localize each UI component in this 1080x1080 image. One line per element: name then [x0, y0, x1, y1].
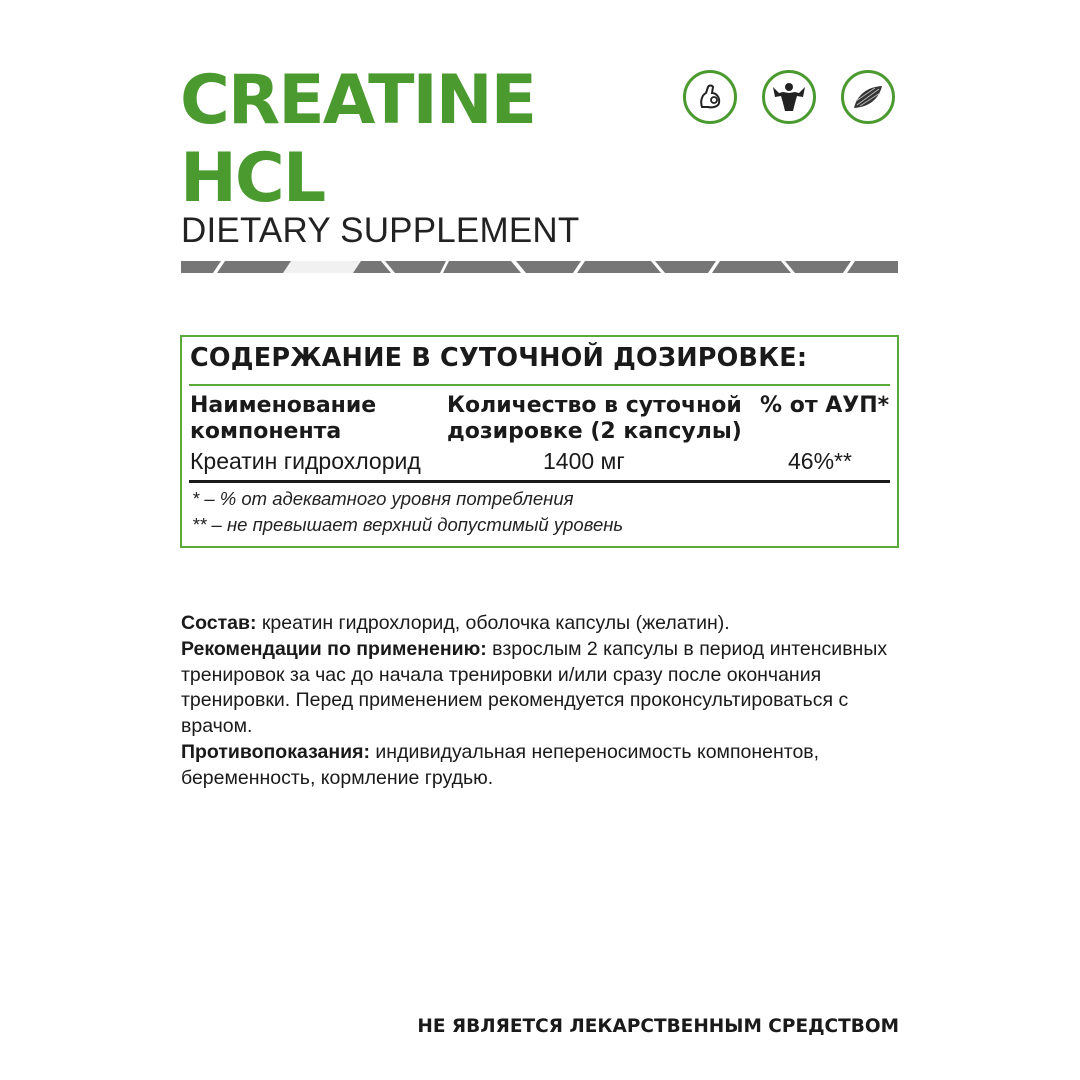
contraindications-paragraph — [181, 740, 901, 792]
usage-paragraph — [181, 637, 901, 740]
panel-heading: СОДЕРЖАНИЕ В СУТОЧНОЙ ДОЗИРОВКЕ: — [190, 343, 808, 373]
table-cell-percent: 46%** — [788, 448, 852, 474]
column-header-percent: % от АУП* — [760, 393, 890, 418]
composition-text: креатин гидрохлорид, оболочка капсулы (желатин). — [256, 612, 730, 634]
table-cell-amount: 1400 мг — [543, 448, 625, 474]
column-header-amount-line2: дозировке (2 капсулы) — [447, 419, 742, 444]
column-header-name-line1: Наименование — [190, 393, 377, 418]
product-title-line1: CREATINE — [180, 61, 536, 140]
nutrition-panel — [180, 335, 899, 548]
column-header-name-line2: компонента — [190, 419, 342, 444]
decorative-stripe — [181, 261, 898, 273]
column-header-amount-line1: Количество в суточной — [447, 393, 742, 418]
footer-disclaimer: НЕ ЯВЛЯЕТСЯ ЛЕКАРСТВЕННЫМ СРЕДСТВОМ — [417, 1016, 899, 1037]
product-subtitle: DIETARY SUPPLEMENT — [181, 211, 580, 250]
product-title-line2: HCL — [180, 139, 325, 218]
muscle-fiber-icon — [841, 70, 895, 124]
table-cell-name: Креатин гидрохлорид — [190, 448, 421, 474]
composition-paragraph — [181, 611, 901, 637]
column-header-amount — [447, 393, 742, 445]
divider — [189, 480, 890, 483]
strong-arm-icon — [683, 70, 737, 124]
usage-text: взрослым 2 капсулы в период интенсивных тренировок за час до начала тренировки и/или сразу после окончания тренировки. Перед применением рекомендуется проконсультироваться с врачом. — [181, 637, 888, 738]
product-info — [181, 611, 901, 792]
composition-label: Состав: — [181, 612, 257, 634]
footnote-1: * – % от адекватного уровня потребления — [192, 488, 574, 509]
divider — [189, 384, 890, 386]
contraindications-label: Противопоказания: — [181, 740, 370, 763]
bodybuilder-icon — [762, 70, 816, 124]
feature-icons — [683, 70, 899, 130]
footnote-2: ** – не превышает верхний допустимый уровень — [192, 514, 624, 535]
product-title — [180, 62, 535, 218]
contraindications-text: индивидуальная непереносимость компонентов, беременность, кормление грудью. — [181, 740, 820, 789]
column-header-name — [190, 393, 376, 445]
usage-label: Рекомендации по применению: — [181, 637, 487, 660]
